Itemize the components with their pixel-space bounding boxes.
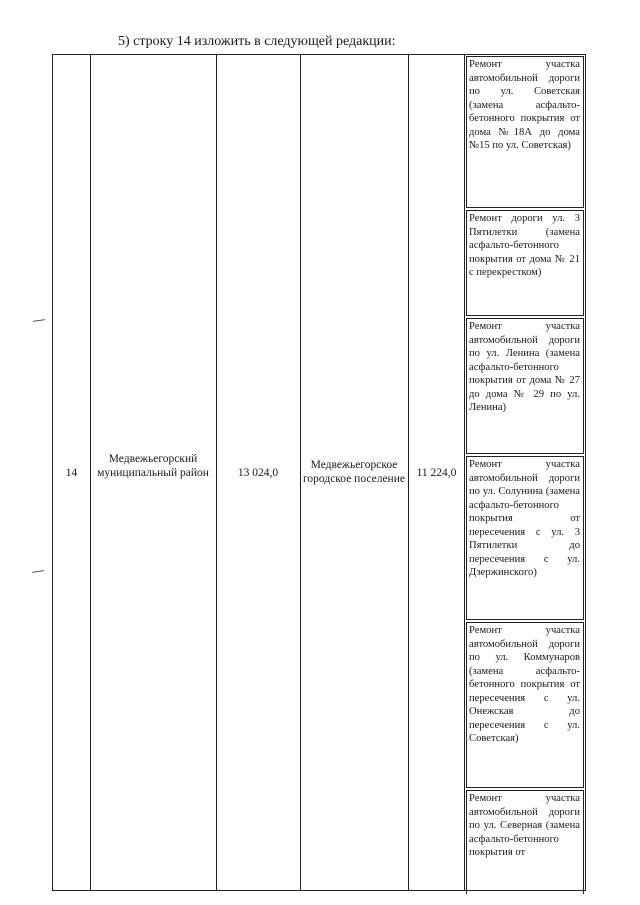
work-item: Ремонт участка автомобильной дороги по ул. Ленина (замена асфальто-бетонного покрытия от дома № 27 до дома № 29 по ул. Ленина) [466,318,584,454]
settlement-amount: 11 224,0 [416,467,457,479]
column-divider [300,54,301,891]
row-number: 14 [65,467,78,479]
work-item: Ремонт дороги ул. 3 Пятилетки (замена асфальто-бетонного покрытия от дома № 21 с перекрестком) [466,210,584,316]
column-divider [464,54,465,891]
settlement-name: Медвежьегорское городское поселение [303,459,405,485]
work-item: Ремонт участка автомобильной дороги по ул. Коммунаров (замена асфальто-бетонного покрытия от пересечения с ул. Онежская до пересечения с ул. Советская) [466,622,584,788]
amendment-heading: 5) строку 14 изложить в следующей редакции: [118,34,396,49]
works-list [466,56,584,896]
district-amount: 13 024,0 [237,467,279,479]
column-divider [90,54,91,891]
work-item: Ремонт участка автомобильной дороги по ул. Советская (замена асфальто-бетонного покрытия от дома №18А до дома №15 по ул. Советская) [466,56,584,208]
scan-mark [33,319,45,322]
district-name: Медвежьегорский муниципальный район [97,453,209,479]
scan-mark [32,570,44,573]
work-item: Ремонт участка автомобильной дороги по ул. Северная (замена асфальто-бетонного покрытия от [466,790,584,894]
work-item: Ремонт участка автомобильной дороги по ул. Солунина (замена асфальто-бетонного покрытия от пересечения с ул. 3 Пятилетки до пересечения с ул. Дзержинского) [466,456,584,620]
column-divider [216,54,217,891]
